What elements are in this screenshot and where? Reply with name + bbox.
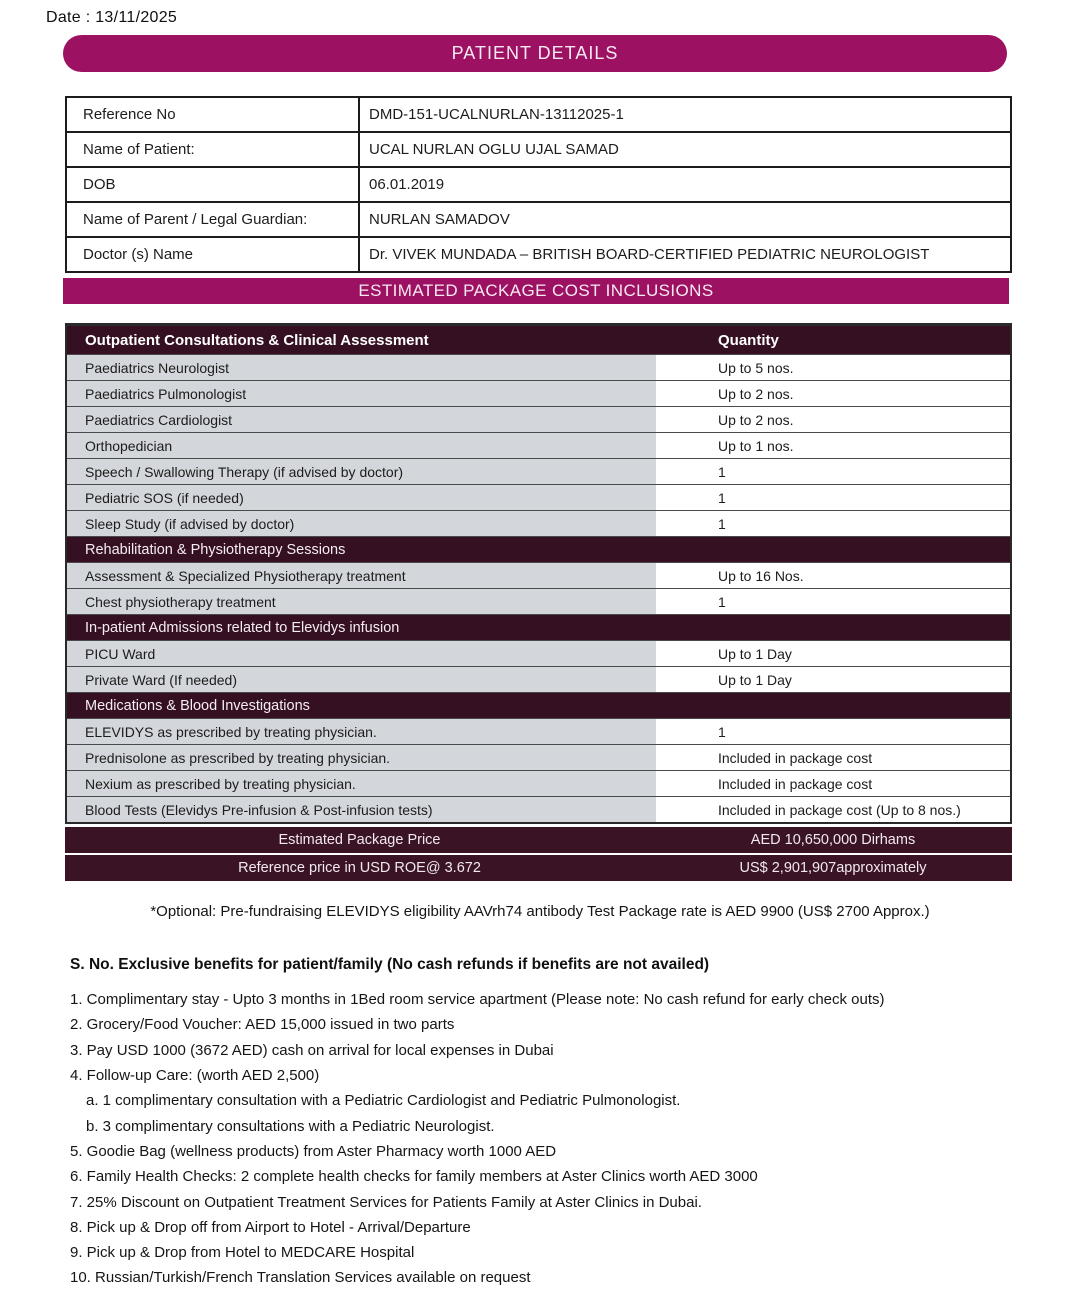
patient-field-label: Name of Patient:	[66, 132, 359, 167]
benefit-list-item: 6. Family Health Checks: 2 complete health checks for family members at Aster Clinics worth AED 3000	[70, 1168, 758, 1186]
benefit-list-item: b. 3 complimentary consultations with a Pediatric Neurologist.	[86, 1117, 495, 1135]
cost-table-header-row	[67, 326, 1010, 354]
price-summary-value: AED 10,650,000 Dirhams	[750, 832, 916, 848]
benefit-list-item: 10. Russian/Turkish/French Translation Services available on request	[70, 1269, 531, 1287]
benefits-section	[70, 956, 1080, 1291]
cost-item-label: Blood Tests (Elevidys Pre-infusion & Post-infusion tests)	[67, 797, 656, 822]
cost-item-label: Assessment & Specialized Physiotherapy treatment	[67, 563, 656, 588]
price-summary-row	[65, 855, 1012, 881]
cost-table-row	[67, 640, 1010, 666]
cost-item-label: Chest physiotherapy treatment	[67, 589, 656, 614]
cost-item-label: Speech / Swallowing Therapy (if advised by doctor)	[67, 459, 656, 484]
document-date: Date : 13/11/2025	[46, 9, 178, 26]
benefit-list-item: 3. Pay USD 1000 (3672 AED) cash on arrival for local expenses in Dubai	[70, 1041, 554, 1059]
price-summary-label: Estimated Package Price	[278, 832, 441, 848]
patient-field-label: Reference No	[66, 97, 359, 132]
package-inclusions-banner	[63, 278, 1009, 304]
cost-item-label: Private Ward (If needed)	[67, 667, 656, 692]
cost-table-header-item: Outpatient Consultations & Clinical Assessment	[85, 331, 429, 349]
cost-item-label: Paediatrics Neurologist	[67, 355, 656, 380]
cost-item-quantity: Up to 1 nos.	[656, 433, 1010, 458]
cost-item-quantity: 1	[656, 459, 1010, 484]
cost-table-row	[67, 432, 1010, 458]
benefit-list-item: 1. Complimentary stay - Upto 3 months in 1Bed room service apartment (Please note: No cash refund for early check outs)	[70, 991, 885, 1009]
patient-table-row	[66, 237, 1011, 272]
benefit-list-item: 7. 25% Discount on Outpatient Treatment Services for Patients Family at Aster Clinics in Dubai.	[70, 1193, 702, 1211]
cost-table-row	[67, 380, 1010, 406]
cost-table-row	[67, 406, 1010, 432]
price-summary-value: US$ 2,901,907approximately	[739, 860, 927, 876]
cost-item-quantity: 1	[656, 485, 1010, 510]
patient-table-row	[66, 167, 1011, 202]
cost-table-row	[67, 510, 1010, 536]
patient-field-label: Name of Parent / Legal Guardian:	[66, 202, 359, 237]
price-summary-label: Reference price in USD ROE@ 3.672	[238, 860, 481, 876]
patient-field-value: UCAL NURLAN OGLU UJAL SAMAD	[359, 132, 1011, 167]
cost-table-row	[67, 588, 1010, 614]
cost-item-label: PICU Ward	[67, 641, 656, 666]
cost-table-row	[67, 718, 1010, 744]
benefit-list-item: 5. Goodie Bag (wellness products) from Aster Pharmacy worth 1000 AED	[70, 1142, 557, 1160]
cost-table-row	[67, 458, 1010, 484]
cost-item-label: Sleep Study (if advised by doctor)	[67, 511, 656, 536]
optional-note: *Optional: Pre-fundraising ELEVIDYS eligibility AAVrh74 antibody Test Package rate is AED 9900 (US$ 2700 Approx.)	[150, 903, 930, 920]
cost-item-label: ELEVIDYS as prescribed by treating physician.	[67, 719, 656, 744]
cost-item-quantity: Included in package cost	[656, 771, 1010, 796]
patient-details-table	[65, 96, 1012, 273]
benefit-list-item: 9. Pick up & Drop from Hotel to MEDCARE Hospital	[70, 1244, 415, 1262]
patient-field-label: Doctor (s) Name	[66, 237, 359, 272]
benefits-heading: S. No. Exclusive benefits for patient/family (No cash refunds if benefits are not availed)	[70, 956, 710, 973]
patient-details-banner	[63, 35, 1007, 72]
package-inclusions-banner-label: ESTIMATED PACKAGE COST INCLUSIONS	[358, 281, 714, 300]
cost-item-quantity: Included in package cost	[656, 745, 1010, 770]
patient-table-row	[66, 97, 1011, 132]
benefit-list-item: 4. Follow-up Care: (worth AED 2,500)	[70, 1067, 320, 1085]
package-price-summary	[65, 827, 1012, 881]
cost-item-quantity: Up to 16 Nos.	[656, 563, 1010, 588]
patient-table-row	[66, 132, 1011, 167]
cost-table-row	[67, 354, 1010, 380]
cost-table-row	[67, 796, 1010, 822]
cost-item-quantity: Up to 1 Day	[656, 641, 1010, 666]
cost-item-quantity: 1	[656, 719, 1010, 744]
patient-field-value: 06.01.2019	[359, 167, 1011, 202]
benefit-list-item: a. 1 complimentary consultation with a Pediatric Cardiologist and Pediatric Pulmonologist.	[86, 1092, 681, 1110]
cost-item-quantity: Included in package cost (Up to 8 nos.)	[656, 797, 1010, 822]
cost-item-quantity: 1	[656, 511, 1010, 536]
cost-table-row	[67, 666, 1010, 692]
benefit-list-item: 8. Pick up & Drop off from Airport to Hotel - Arrival/Departure	[70, 1218, 471, 1236]
patient-field-value: Dr. VIVEK MUNDADA – BRITISH BOARD-CERTIFIED PEDIATRIC NEUROLOGIST	[359, 237, 1011, 272]
cost-item-label: Pediatric SOS (if needed)	[67, 485, 656, 510]
patient-field-label: DOB	[66, 167, 359, 202]
cost-item-quantity: Up to 1 Day	[656, 667, 1010, 692]
cost-item-label: Nexium as prescribed by treating physician.	[67, 771, 656, 796]
price-summary-row	[65, 827, 1012, 853]
cost-item-quantity: Up to 2 nos.	[656, 407, 1010, 432]
cost-item-label: Orthopedician	[67, 433, 656, 458]
cost-table-section-header: In-patient Admissions related to Elevidys infusion	[67, 614, 1010, 640]
patient-table-row	[66, 202, 1011, 237]
cost-item-label: Prednisolone as prescribed by treating physician.	[67, 745, 656, 770]
cost-item-quantity: Up to 5 nos.	[656, 355, 1010, 380]
cost-table-header-quantity: Quantity	[718, 331, 779, 349]
cost-item-quantity: Up to 2 nos.	[656, 381, 1010, 406]
cost-table-row	[67, 770, 1010, 796]
cost-item-label: Paediatrics Pulmonologist	[67, 381, 656, 406]
patient-field-value: DMD-151-UCALNURLAN-13112025-1	[359, 97, 1011, 132]
cost-table-section-header: Medications & Blood Investigations	[67, 692, 1010, 718]
package-cost-table	[65, 323, 1012, 824]
patient-details-banner-label: PATIENT DETAILS	[451, 43, 619, 63]
cost-table-row	[67, 484, 1010, 510]
cost-table-row	[67, 562, 1010, 588]
cost-table-section-header: Rehabilitation & Physiotherapy Sessions	[67, 536, 1010, 562]
cost-table-row	[67, 744, 1010, 770]
patient-field-value: NURLAN SAMADOV	[359, 202, 1011, 237]
cost-item-label: Paediatrics Cardiologist	[67, 407, 656, 432]
benefits-list	[70, 987, 1080, 1291]
benefit-list-item: 2. Grocery/Food Voucher: AED 15,000 issued in two parts	[70, 1016, 455, 1034]
cost-item-quantity: 1	[656, 589, 1010, 614]
